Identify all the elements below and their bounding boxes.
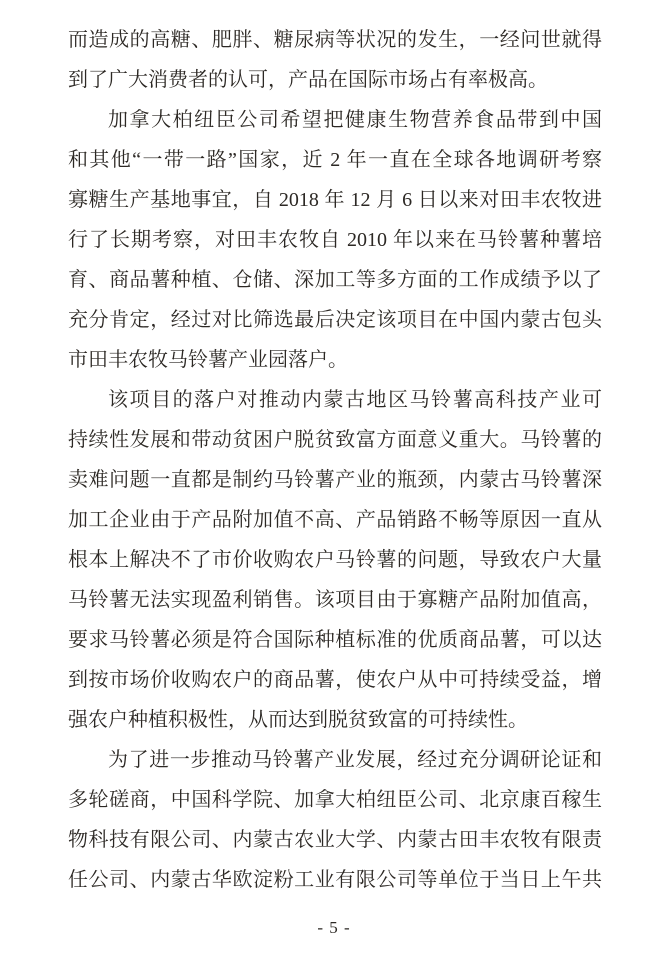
text-line: 到按市场价收购农户的商品薯，使农户从中可持续受益，增 [68, 669, 602, 691]
text-line: 到了广大消费者的认可，产品在国际市场占有率极高。 [68, 69, 548, 91]
text-line: 育、商品薯种植、仓储、深加工等多方面的工作成绩予以了 [68, 269, 602, 291]
text-line: 持续性发展和带动贫困户脱贫致富方面意义重大。马铃薯的 [68, 429, 602, 451]
text-line: 根本上解决不了市价收购农户马铃薯的问题，导致农户大量 [68, 549, 602, 571]
page-number: - 5 - [317, 918, 351, 937]
document-body [68, 20, 602, 900]
text-line: 多轮磋商，中国科学院、加拿大柏纽臣公司、北京康百稼生 [68, 789, 602, 811]
text-line: 和其他“一带一路”国家，近 2 年一直在全球各地调研考察 [68, 149, 602, 171]
text-line: 寡糖生产基地事宜，自 2018 年 12 月 6 日以来对田丰农牧进 [68, 189, 602, 211]
text-line: 卖难问题一直都是制约马铃薯产业的瓶颈，内蒙古马铃薯深 [68, 469, 602, 491]
text-line: 强农户种植积极性，从而达到脱贫致富的可持续性。 [68, 709, 528, 731]
text-line: 加拿大柏纽臣公司希望把健康生物营养食品带到中国 [108, 109, 602, 131]
text-line: 行了长期考察，对田丰农牧自 2010 年以来在马铃薯种薯培 [68, 229, 602, 251]
text-line: 加工企业由于产品附加值不高、产品销路不畅等原因一直从 [68, 509, 602, 531]
text-line: 市田丰农牧马铃薯产业园落户。 [68, 349, 348, 371]
text-line: 而造成的高糖、肥胖、糖尿病等状况的发生，一经问世就得 [68, 29, 602, 51]
text-line: 该项目的落户对推动内蒙古地区马铃薯高科技产业可 [108, 389, 602, 411]
text-line: 为了进一步推动马铃薯产业发展，经过充分调研论证和 [108, 749, 602, 771]
text-line: 充分肯定，经过对比筛选最后决定该项目在中国内蒙古包头 [68, 309, 602, 331]
text-line: 马铃薯无法实现盈利销售。该项目由于寡糖产品附加值高， [68, 589, 602, 611]
text-line: 要求马铃薯必须是符合国际种植标准的优质商品薯，可以达 [68, 629, 602, 651]
text-line: 物科技有限公司、内蒙古农业大学、内蒙古田丰农牧有限责 [68, 829, 602, 851]
text-line: 任公司、内蒙古华欧淀粉工业有限公司等单位于当日上午共 [68, 869, 602, 891]
